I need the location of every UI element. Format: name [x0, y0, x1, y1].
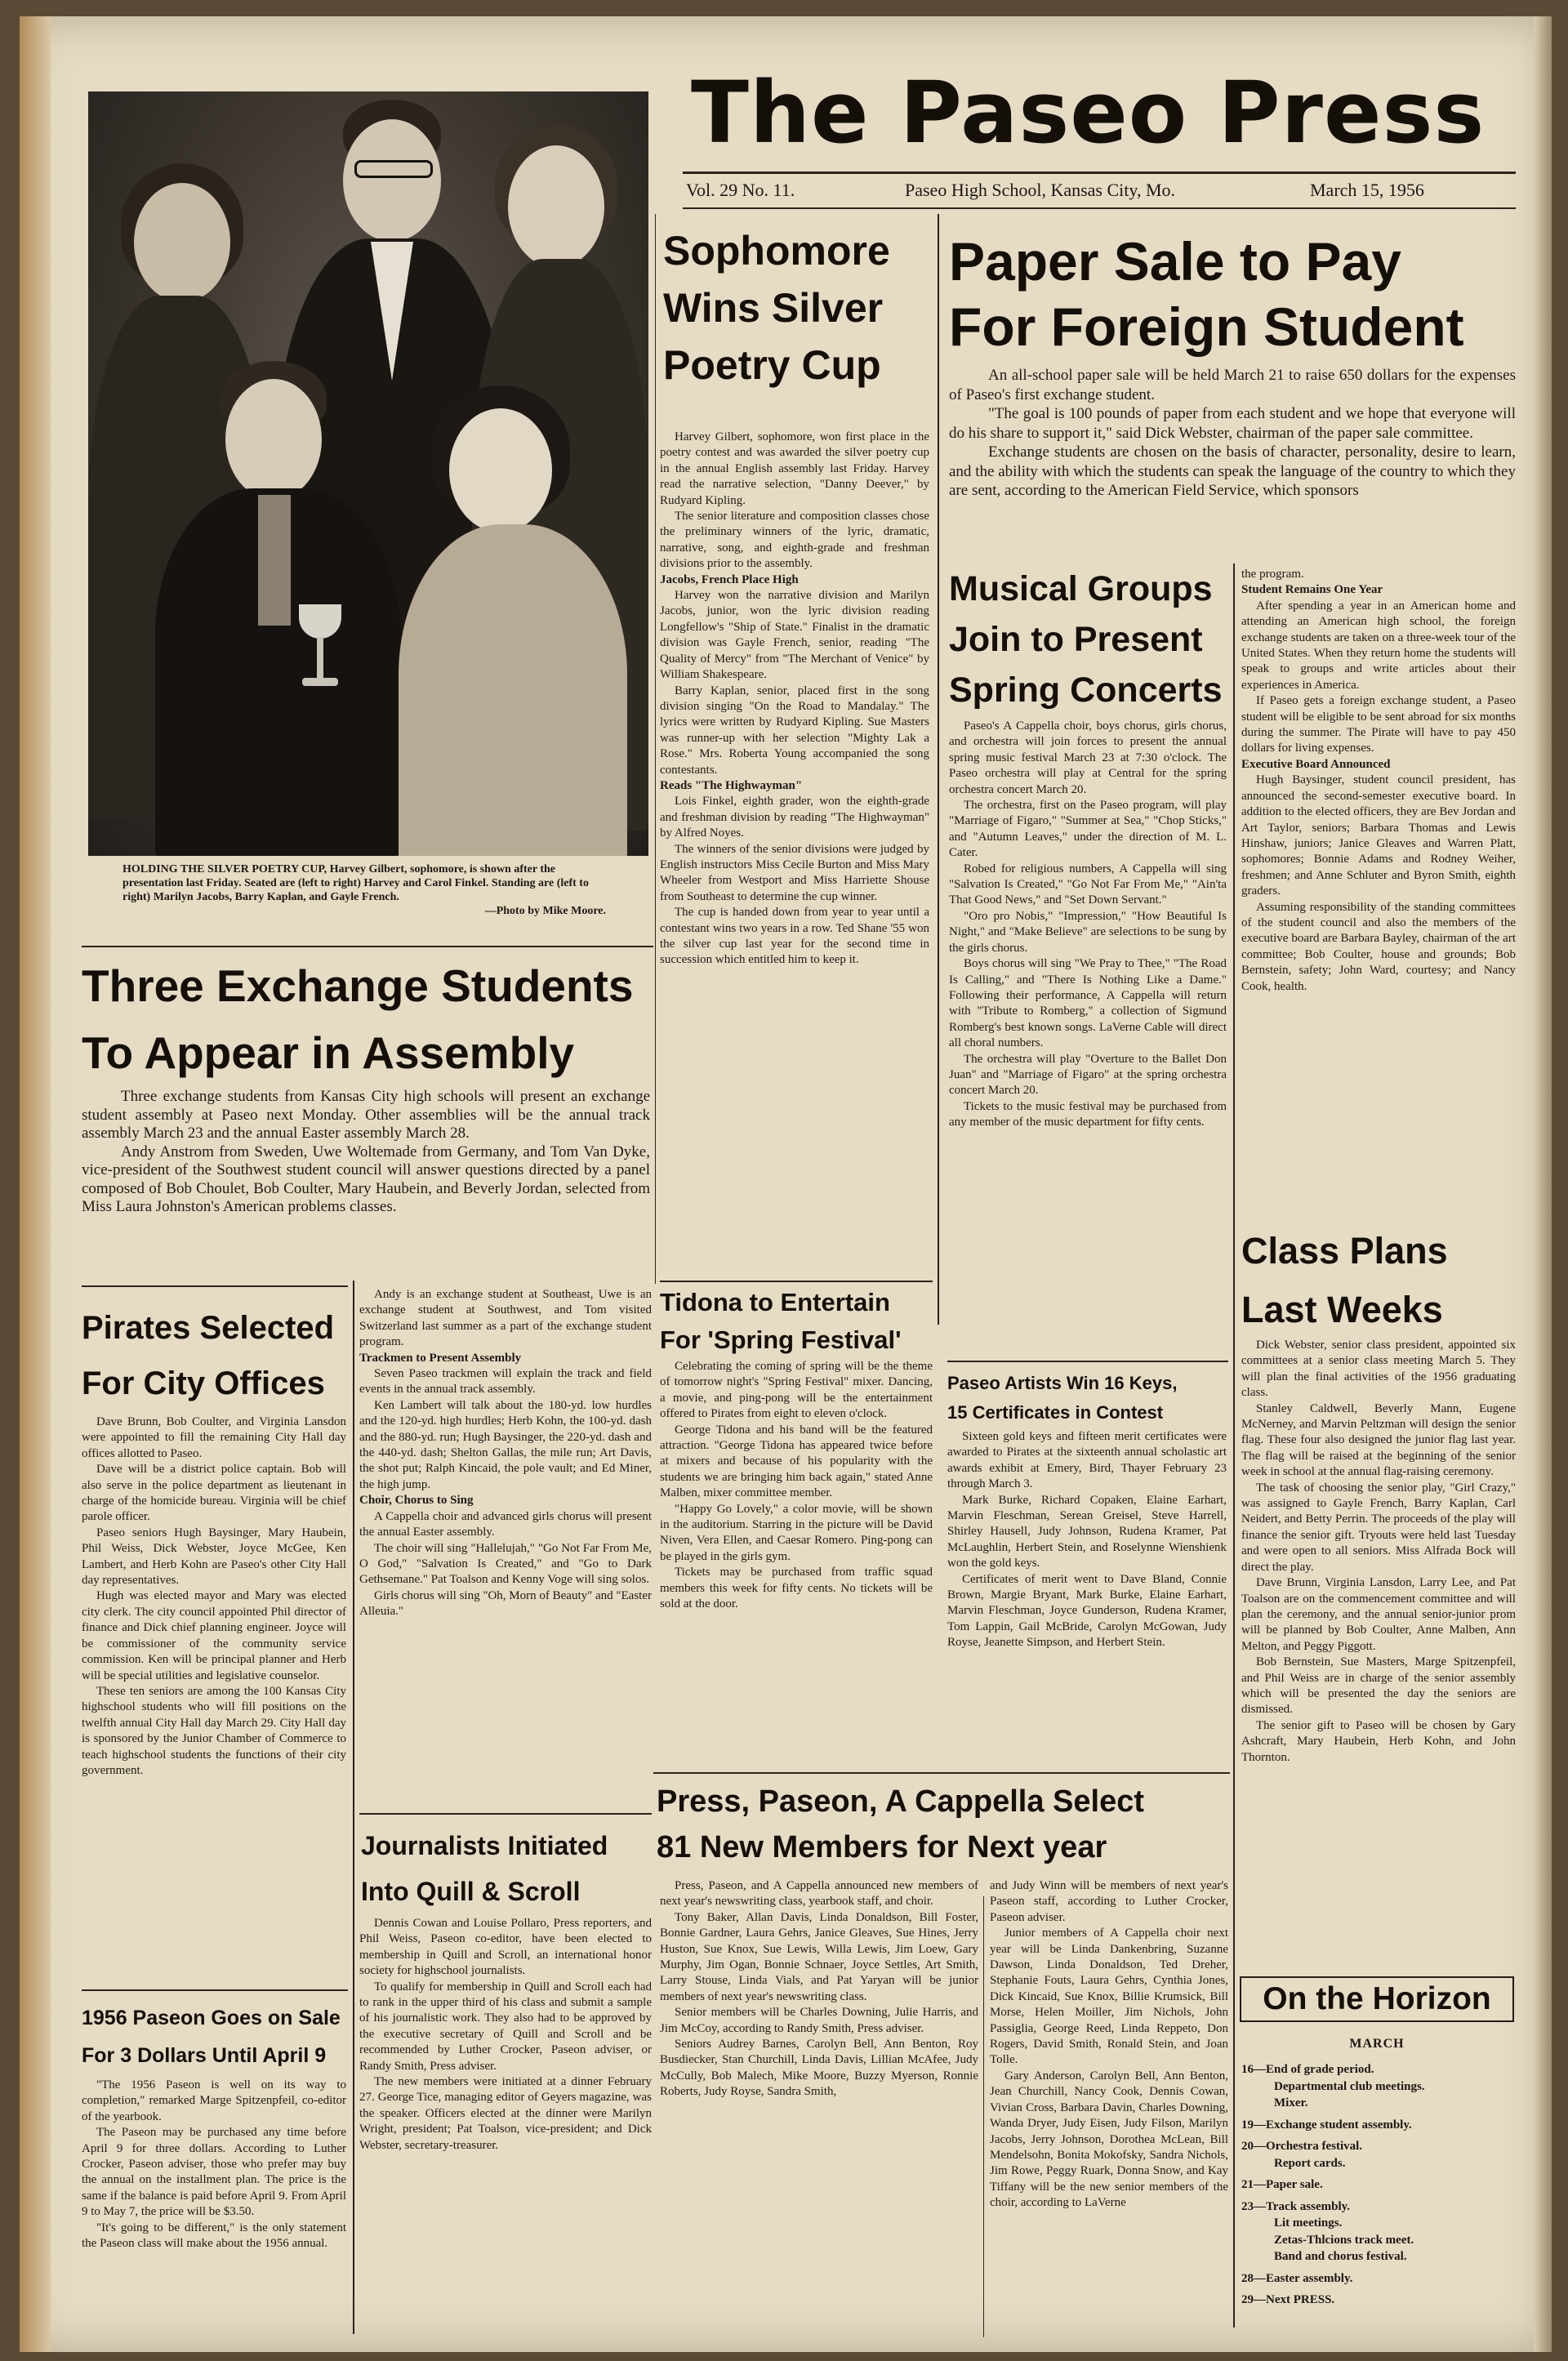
pirates-article [82, 1414, 346, 1779]
horizon-event-day: 19 [1241, 2118, 1254, 2132]
photo-caption-text: Harvey Gilbert, sophomore, is shown after the presentation last Friday. Seated are (left to right) Harvey and Carol Finkel. Standing are (left to right) Marilyn Jacobs, Barry Kaplan, and Gayle French. [122, 863, 589, 903]
article-paragraph: Three exchange students from Kansas City high schools will present an exchange student assembly at Paseo next Monday. Other assemblies will be the annual track assembly March 23 and the annual Easter assembly March 28. [82, 1088, 650, 1142]
sophomore-headline-line-1: Sophomore [663, 228, 890, 274]
article-subhead: Reads "The Highwayman" [660, 778, 803, 792]
article-paragraph: Robed for religious numbers, A Cappella will sing "Salvation Is Created," "Go Not Far From Me," "Ain'ta That Good News," and "Set Down Servant." [949, 862, 1227, 907]
masthead-title: The Paseo Press [691, 63, 1486, 163]
paper-sale-headline-line-2: For Foreign Student [949, 296, 1464, 357]
horizon-title: On the Horizon [1263, 1981, 1491, 2016]
article-paragraph: Certificates of merit went to Dave Bland, Connie Brown, Margie Bryant, Mark Burke, Elaine Earhart, Marvin Fleschman, Joyce Gunderson, Rudena Kramer, Tom Lappin, Gail McBride, Carolyn McGowan, Judy Royse, Jeanette Simpson, and Herbert Stein. [947, 1572, 1227, 1650]
horizon-event-detail: Report cards. [1274, 2156, 1346, 2170]
article-paragraph: Hugh was elected mayor and Mary was elected city clerk. The city council appointed Phil director of finance and Dick chief planning engineer. Joyce will be commissioner of the community service commission. Ken will be principal planner and Herb will be special utilities and legislative counselor. [82, 1589, 346, 1682]
article-paragraph: The Paseon may be purchased any time before April 9 for three dollars. According to Luther Crocker, Paseon adviser, those who prefer may buy the annual on the installment plan. The price is the same if the balance is paid before April 9. From April 9 to May 7, the price will be $3.50. [82, 2126, 346, 2219]
article-paragraph: To qualify for membership in Quill and Scroll each had to rank in the upper third of his class and submit a sample of his journalistic work. They also had to be approved by the executive secretary of Quill and Scroll and be recommended by Luther Crocker, Paseon adviser, or Randy Smith, Press adviser. [359, 1980, 652, 2073]
article-paragraph: "The goal is 100 pounds of paper from each student and we hope that everyone will do his share to support it," said Dick Webster, chairman of the paper sale committee. [949, 405, 1516, 442]
class-plans-headline [1241, 1222, 1519, 1339]
article-paragraph: If Paseo gets a foreign exchange student, a Paseo student will be eligible to be sent abroad for six months during the summer. The Pirate will have to pay 450 dollars for living expenses. [1241, 694, 1516, 755]
article-paragraph: The new members were initiated at a dinner February 27. George Tice, managing editor of Geyers magazine, was the speaker. Officers elected at the dinner were Marilyn Wright, president; Pat Toalson, vice-president; and Dick Webster, secretary-treasurer. [359, 2075, 652, 2152]
paper-sale-headline [949, 229, 1521, 359]
article-paragraph: The cup is handed down from year to year until a contestant wins two years in a row. Ted Shane '55 won the silver cup last year for the second time in succession which entitled him to keep it. [660, 906, 929, 967]
horizon-event-line: 23—Track assembly. [1241, 2199, 1351, 2213]
pirates-headline-line-2: For City Offices [82, 1365, 325, 1401]
article-paragraph: Lois Finkel, eighth grader, won the eighth-grade and freshman division by reading "The Highwayman" by Alfred Noyes. [660, 795, 929, 840]
article-paragraph: Stanley Caldwell, Beverly Mann, Eugene McNerney, and Marvin Peltzman will design the senior flag. These four also designed the junior flag last year. The flag will be raised at the beginning of the senior week in school at the annual flag-raising ceremony. [1241, 1401, 1516, 1479]
pirates-headline [82, 1300, 351, 1411]
article-subhead: Trackmen to Present Assembly [359, 1351, 522, 1365]
horizon-event-day: 20 [1241, 2140, 1254, 2153]
tidona-article [660, 1359, 933, 1613]
article-paragraph: Dave Brunn, Bob Coulter, and Virginia Lansdon were appointed to fill the remaining City Hall day offices allotted to Paseo. [82, 1415, 346, 1460]
horizon-event-line: 29—Next PRESS. [1241, 2293, 1335, 2306]
horizon-event-line: 16—End of grade period. [1241, 2063, 1374, 2076]
article-paragraph: Barry Kaplan, senior, placed first in the song division singing "On the Road to Mandalay." The lyrics were written by Rudyard Kipling. Sue Masters was runner-up with her selection "Mighty Lak a Rose." Mrs. Roberta Young accompanied the song contestants. [660, 684, 929, 777]
exchange-headline-line-2: To Appear in Assembly [82, 1027, 575, 1078]
horizon-event [1241, 2176, 1516, 2194]
tidona-headline-line-2: For 'Spring Festival' [660, 1325, 902, 1354]
horizon-event-text: Track assembly. [1266, 2199, 1351, 2213]
horizon-event-line: 20—Orchestra festival. [1241, 2140, 1363, 2153]
pirates-headline-line-1: Pirates Selected [82, 1310, 335, 1346]
article-paragraph: Dennis Cowan and Louise Pollaro, Press reporters, and Phil Weiss, Paseon co-editor, have been elected to membership in Quill and Scroll, an international honor society for highschool journalists. [359, 1917, 652, 1978]
paper-sale-lead [949, 366, 1516, 501]
horizon-event-line: 21—Paper sale. [1241, 2178, 1323, 2191]
press-select-col-1 [660, 1878, 978, 2100]
article-paragraph: Andy Anstrom from Sweden, Uwe Woltemade from Germany, and Tom Van Dyke, vice-president of the Southwest student council will answer questions directed by a panel composed of Bob Choulet, Bob Coulter, Mary Haubein, and Beverly Jordan, selected from Miss Laura Johnston's American problems classes. [82, 1143, 650, 1215]
exchange-lead [82, 1088, 650, 1217]
article-paragraph: After spending a year in an American home and attending an American high school, the foreign exchange students are taken on a three-week tour of the United States. When they return home the students will speak to groups and write articles about their experiences in America. [1241, 599, 1516, 692]
horizon-event-detail: Departmental club meetings. [1274, 2079, 1425, 2093]
article-paragraph: Assuming responsibility of the standing committees of the student council and also the members of the executive board are Barbara Bayley, chairman of the art committee; Bob Coulter, house and grounds; Bob Bernstein, safety; John Ward, courtesy; and Nancy Cook, health. [1241, 900, 1516, 993]
article-paragraph: The winners of the senior divisions were judged by English instructors Miss Cecile Burton and Miss Mary Wheeler from Westport and Miss Harriette Shouse from Southeast to determine the cup winner. [660, 842, 929, 903]
article-paragraph: The choir will sing "Hallelujah," "Go Not Far From Me, O God," "Salvation Is Created," and "Go to Dark Gethsemane." Pat Toalson and Kenny Voge will sing solos. [359, 1541, 652, 1587]
musical-article [949, 719, 1227, 1131]
horizon-event-list [1241, 2061, 1516, 2314]
masthead-date: March 15, 1956 [1310, 180, 1424, 200]
paseon-headline-line-1: 1956 Paseon Goes on Sale [82, 2007, 341, 2029]
horizon-event-day: 29 [1241, 2293, 1254, 2306]
paseon-headline-line-2: For 3 Dollars Until April 9 [82, 2044, 327, 2067]
artists-article [947, 1429, 1227, 1651]
article-paragraph: Paseo's A Cappella choir, boys chorus, girls chorus, and orchestra will join forces to present the annual spring music festival March 23 at 7:30 o'clock. The Paseo orchestra will play at Central for the spring orchestra concert March 20. [949, 719, 1227, 796]
article-paragraph: Senior members will be Charles Downing, Julie Harris, and Jim McCoy, according to Randy Smith, Press adviser. [660, 2006, 978, 2035]
article-paragraph: The task of choosing the senior play, "Girl Crazy," was assigned to Gayle French, Barry Kaplan, Carl Neidert, and Betty Perrin. The proceeds of the play will finance the senior gift. Tryouts were held last Tuesday and were open to all seniors. Miss Alfrada Bock will direct the play. [1241, 1481, 1516, 1574]
paper-sale-headline-line-1: Paper Sale to Pay [949, 231, 1401, 292]
horizon-event-detail: Zetas-Thlcions track meet. [1274, 2233, 1414, 2247]
class-plans-headline-line-2: Last Weeks [1241, 1289, 1443, 1330]
photo-credit: —Photo by Mike Moore. [484, 905, 606, 917]
horizon-event [1241, 2292, 1516, 2309]
page-right-edge [1534, 16, 1552, 2352]
exchange-headline-line-1: Three Exchange Students [82, 960, 634, 1011]
journalists-headline [361, 1823, 655, 1914]
article-paragraph: Mark Burke, Richard Copaken, Elaine Earhart, Marvin Fleschman, Serean Greisel, Steve Harrell, Shirley Hausell, Judy Johnson, Rudena Kramer, Pat McLaughlin, Herbert Stein, and Roselynne Wienshienk won the gold keys. [947, 1493, 1227, 1570]
musical-headline-line-3: Spring Concerts [949, 670, 1223, 710]
horizon-event-text: Exchange student assembly. [1266, 2118, 1412, 2132]
article-paragraph: Harvey Gilbert, sophomore, won first place in the poetry contest and was awarded the silver poetry cup in the annual English assembly last Friday. Harvey read the narrative selection, "Danny Deever," by Rudyard Kipling. [660, 430, 929, 507]
press-select-headline-line-2: 81 New Members for Next year [657, 1830, 1107, 1864]
paper-sale-continued [1241, 567, 1516, 995]
horizon-event-line: 19—Exchange student assembly. [1241, 2118, 1412, 2132]
press-select-col-2 [990, 1878, 1228, 2212]
class-plans-article [1241, 1338, 1516, 1766]
journalists-headline-line-2: Into Quill & Scroll [361, 1877, 581, 1906]
horizon-event-day: 23 [1241, 2199, 1254, 2213]
article-paragraph: Seniors Audrey Barnes, Carolyn Bell, Ann Benton, Roy Busdiecker, Stan Churchill, Linda Davis, Lillian McAfee, Judy McCully, Bob Malech, Mike Moore, Buzzy Myerson, Ronnie Roberts, Judy Royse, Sandra Smith, [660, 2038, 978, 2099]
article-paragraph: Dave will be a district police captain. Bob will also serve in the police department as lieutenant in charge of the homicide bureau. Virginia will be chief parole officer. [82, 1463, 346, 1524]
horizon-month: MARCH [1349, 2037, 1405, 2051]
article-paragraph: Tony Baker, Allan Davis, Linda Donaldson, Bill Foster, Bonnie Gardner, Laura Gehrs, Janice Gleaves, Sue Hines, Jerry Huston, Sue Knox, Sue Lewis, Willa Lewis, Jim Loew, Gary Murphy, Jim Ogan, Bonnie Schnaer, Joyce Settles, Art Smith, Larry Stouse, Linda Vials, and Pat Yaryan will be junior members of next year's newswriting class. [660, 1910, 978, 2003]
horizon-event-text: Orchestra festival. [1266, 2140, 1363, 2153]
press-select-headline-line-1: Press, Paseon, A Cappella Select [657, 1784, 1145, 1819]
artists-headline-line-2: 15 Certificates in Contest [947, 1402, 1164, 1423]
photo-caption [122, 862, 616, 918]
article-paragraph: Dick Webster, senior class president, appointed six committees at a senior class meeting March 5. They will plan the final activities of the 1956 graduating class. [1241, 1339, 1516, 1400]
article-paragraph: George Tidona and his band will be the featured attraction. "George Tidona has appeared twice before at mixers and because of his popularity with the students we are bringing him back again," stated Anne Malben, mixer committee member. [660, 1423, 933, 1500]
horizon-event-text: Paper sale. [1266, 2178, 1323, 2191]
article-subhead: Choir, Chorus to Sing [359, 1494, 474, 1508]
horizon-event-line: 28—Easter assembly. [1241, 2271, 1353, 2285]
horizon-event-detail: Lit meetings. [1274, 2216, 1343, 2230]
tidona-headline [660, 1284, 938, 1359]
article-paragraph: These ten seniors are among the 100 Kansas City highschool students who will fill positions on the twelfth annual City Hall day March 29. City Hall day is sponsored by the Junior Chamber of Commerce to teach highschool students the functions of their city government. [82, 1684, 346, 1777]
horizon-event-day: 16 [1241, 2063, 1254, 2076]
exchange-headline [82, 952, 653, 1086]
press-select-headline [657, 1779, 1235, 1870]
tidona-headline-line-1: Tidona to Entertain [660, 1288, 890, 1316]
article-paragraph: Hugh Baysinger, student council president, has announced the second-semester executive board. In addition to the elected officers, they are Bev Jordan and Art Taylor, seniors; Barbara Thomas and Lewis Hinshaw, juniors; Janice Gleaves and Warren Platt, sophomores; Bonnie Adams and Rodney Weiher, freshmen; and Anne Schluter and Byron Smith, eighth graders. [1241, 773, 1516, 898]
photo-caption-lead: HOLDING THE SILVER POETRY CUP, [122, 863, 327, 875]
article-paragraph: The orchestra will play "Overture to the Ballet Don Juan" and "Marriage of Figaro" at the spring orchestra concert March 20. [949, 1052, 1227, 1098]
article-paragraph: Press, Paseon, and A Cappella announced new members of next year's newswriting class, yearbook staff, and choir. [660, 1879, 978, 1909]
paseon-headline [82, 1999, 351, 2074]
sophomore-headline-line-2: Wins Silver [663, 285, 884, 331]
musical-headline-line-1: Musical Groups [949, 569, 1213, 608]
article-paragraph: Harvey won the narrative division and Marilyn Jacobs, junior, won the lyric division reading Longfellow's "Ship of State." Finalist in the dramatic division was Gayle French, senior, reading "The Quality of Mercy" from "The Merchant of Venice" by William Shakespeare. [660, 589, 929, 682]
article-paragraph: The orchestra, first on the Paseo program, will play "Marriage of Figaro," "Summer at Sea," "Chop Sticks," and "Autumn Leaves," under the direction of M. L. Cater. [949, 799, 1227, 860]
article-paragraph: and Judy Winn will be members of next year's Paseon staff, according to Luther Crocker, Paseon adviser. [990, 1879, 1228, 1924]
sophomore-article [660, 430, 929, 969]
article-subhead: Jacobs, French Place High [660, 572, 799, 586]
horizon-event-day: 28 [1241, 2271, 1254, 2285]
musical-headline [949, 564, 1233, 715]
horizon-event-text: Easter assembly. [1266, 2271, 1353, 2285]
horizon-box [1240, 1976, 1514, 2022]
article-paragraph: "It's going to be different," is the only statement the Paseon class will make about the 1956 annual. [82, 2221, 346, 2251]
horizon-event [1241, 2270, 1516, 2287]
exchange-continued [359, 1287, 652, 1620]
article-paragraph: "Oro pro Nobis," "Impression," "How Beautiful Is Night," and "Make Believe" are selections to be sung by the girls chorus. [949, 909, 1227, 955]
article-paragraph: The senior gift to Paseo will be chosen by Gary Ashcraft, Mary Haubein, Herb Kohn, and John Thornton. [1241, 1718, 1516, 1764]
article-paragraph: Paseo seniors Hugh Baysinger, Mary Haubein, Phil Weiss, Dick Webster, Joyce McGee, Ken Lambert, and Herb Kohn are Paseo's other City Hall day representatives. [82, 1526, 346, 1588]
article-paragraph: Andy is an exchange student at Southeast, Uwe is an exchange student at Southwest, and Tom visited Switzerland last summer as a part of the exchange student program. [359, 1288, 652, 1349]
masthead-school: Paseo High School, Kansas City, Mo. [905, 180, 1176, 200]
horizon-event [1241, 2117, 1516, 2134]
artists-headline [947, 1369, 1233, 1428]
horizon-event-detail: Band and chorus festival. [1274, 2250, 1407, 2263]
horizon-event [1241, 2198, 1516, 2265]
artists-headline-line-1: Paseo Artists Win 16 Keys, [947, 1373, 1178, 1393]
horizon-event-day: 21 [1241, 2178, 1254, 2191]
journalists-headline-line-1: Journalists Initiated [361, 1831, 608, 1860]
musical-headline-line-2: Join to Present [949, 620, 1203, 659]
article-paragraph: Girls chorus will sing "Oh, Morn of Beauty" and "Easter Alleuia." [359, 1588, 652, 1619]
article-paragraph: Tickets to the music festival may be purchased from any member of the music department for fifty cents. [949, 1099, 1227, 1129]
sophomore-headline [663, 222, 933, 394]
article-paragraph: Dave Brunn, Virginia Lansdon, Larry Lee, and Pat Toalson are on the commencement committee and will plan the ceremony, and the annual senior-junior prom will be planned by Bob Coulter, Anne Malben, Ann Melton, and Peggy Piggott. [1241, 1576, 1516, 1653]
horizon-event [1241, 2061, 1516, 2112]
sophomore-headline-line-3: Poetry Cup [663, 342, 881, 388]
article-paragraph: Boys chorus will sing "We Pray to Thee," "The Road Is Calling," and "There Is Nothing Like a Dame." Following their performance, A Cappella will return with "Tribute to Romberg," a collection of Sigmund Romberg's best known songs. LaVerne Cable will direct all choral numbers. [949, 957, 1227, 1050]
article-paragraph: The senior literature and composition classes chose the preliminary winners of the lyric, dramatic, narrative, song, and eighth-grade and freshman divisions prior to the assembly. [660, 510, 929, 571]
article-paragraph: Sixteen gold keys and fifteen merit certificates were awarded to Pirates at the sixteenth annual scholastic art awards exhibit at Emery, Bird, Thayer February 23 through March 3. [947, 1430, 1227, 1491]
article-paragraph: Celebrating the coming of spring will be the theme of tomorrow night's "Spring Festival" mixer. Dancing, a movie, and ping-pong will be the entertainment offered to Pirates from eight to eleven o'clock. [660, 1360, 933, 1421]
article-subhead: Student Remains One Year [1241, 583, 1383, 597]
horizon-event-detail: Mixer. [1274, 2096, 1308, 2109]
horizon-event-text: End of grade period. [1266, 2063, 1374, 2076]
article-paragraph: Exchange students are chosen on the basis of character, personality, desire to learn, and the ability with which the students can speak the language of the country to which they are sent, according to the American Field Service, which sponsors [949, 443, 1516, 499]
class-plans-headline-line-1: Class Plans [1241, 1230, 1448, 1272]
article-subhead: Executive Board Announced [1241, 757, 1391, 771]
article-paragraph: Ken Lambert will talk about the 180-yd. low hurdles and the 120-yd. high hurdles; Herb Kohn, the 100-yd. dash and the 880-yd. run; Hugh Baysinger, the 220-yd. dash and the 440-yd. dash; Shelton Gallas, the mile run; Art Davis, the shot put; Ralph Kincaid, the pole vault; and Ed Miner, the high jump. [359, 1398, 652, 1491]
article-paragraph: Bob Bernstein, Sue Masters, Marge Spitzenpfeil, and Phil Weiss are in charge of the senior assembly which will be presented the day the seniors are dismissed. [1241, 1655, 1516, 1717]
article-paragraph: Gary Anderson, Carolyn Bell, Ann Benton, Jean Churchill, Nancy Cook, Dennis Cowan, Vivian Cross, Barbara Davin, Charles Downing, Wanda Dryer, Judy Eisen, Judy Filson, Marilyn Jacobs, Jerry Johnson, Dorothea McLean, Bill Mendelsohn, Bonita Mokofsky, Sandra Nichols, Jim Rowe, Peggy Ruark, Donna Snow, and Kay Tiffany will be the new senior members of the choir, according to LaVerne [990, 2069, 1228, 2210]
article-paragraph: Junior members of A Cappella choir next year will be Linda Dankenbring, Suzanne Dawson, Linda Donaldson, Ted Dreher, Stephanie Fouts, Laura Gehrs, Cynthia Jones, Dick Kincaid, Sue Knox, Billie Krumsick, Bill Morse, Helen Moiller, Jim Nichols, John Passiglia, George Reed, Linda Reppeto, Don Rogers, David Smith, Ronald Stein, and Joan Tolle. [990, 1927, 1228, 2067]
article-paragraph: "Happy Go Lovely," a color movie, will be shown in the auditorium. Starring in the picture will be David Niven, Vera Ellen, and Caesar Romero. Ping-pong can be played in the girls gym. [660, 1502, 933, 1563]
paseon-article [82, 2078, 346, 2252]
article-paragraph: Seven Paseo trackmen will explain the track and field events in the annual track assembly. [359, 1367, 652, 1397]
horizon-event-text: Next PRESS. [1266, 2293, 1335, 2306]
article-paragraph: "The 1956 Paseon is well on its way to completion," remarked Marge Spitzenpfeil, co-editor of the yearbook. [82, 2078, 346, 2123]
horizon-event [1241, 2138, 1516, 2172]
article-paragraph: Tickets may be purchased from traffic squad members this week for fifty cents. No tickets will be sold at the door. [660, 1566, 933, 1611]
article-paragraph: A Cappella choir and advanced girls chorus will present the annual Easter assembly. [359, 1509, 652, 1539]
page-fold-shadow [20, 16, 51, 2352]
journalists-article [359, 1916, 652, 2154]
front-page-photo [88, 91, 648, 856]
article-paragraph: the program. [1241, 568, 1304, 581]
article-paragraph: An all-school paper sale will be held March 21 to raise 650 dollars for the expenses of Paseo's first exchange student. [949, 367, 1516, 403]
masthead-volume: Vol. 29 No. 11. [686, 180, 795, 200]
